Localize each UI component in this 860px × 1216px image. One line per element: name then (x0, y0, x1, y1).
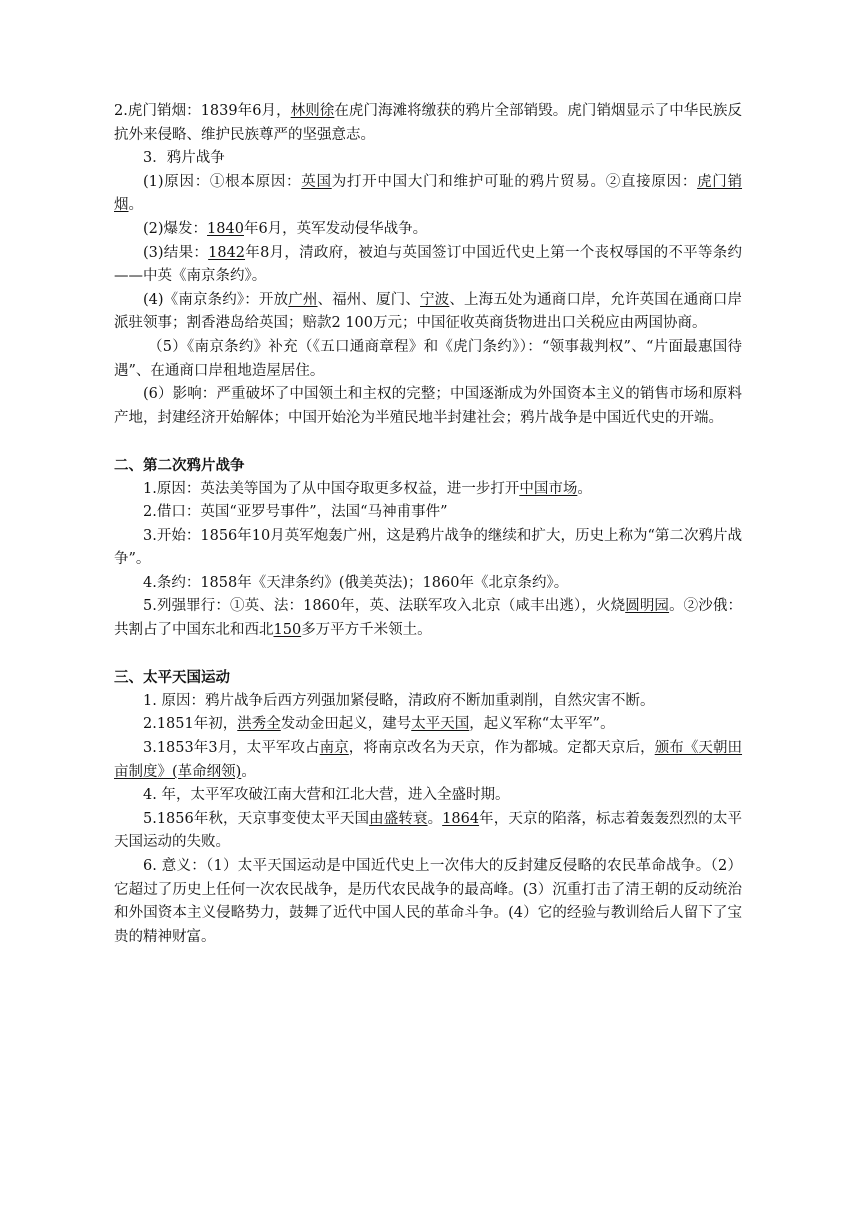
underlined-term: 1842 (208, 244, 246, 261)
spacer (114, 643, 742, 667)
paragraph-war-cause: (1)原因：①根本原因：英国为打开中国大门和维护可耻的鸦片贸易。②直接原因：虎门销烟。 (114, 173, 743, 214)
underlined-term: 虎门销烟 (114, 173, 743, 214)
paragraph-war-outbreak: (2)爆发：1840年6月，英军发动侵华战争。 (143, 220, 428, 237)
paragraph-second-war-crimes: 5.列强罪行：①英、法：1860年，英、法联军攻入北京（咸丰出逃），火烧圆明园。②沙俄：共割占了中国东北和西北150多万平方千米领土。 (114, 598, 743, 639)
underlined-term: 圆明园 (625, 598, 670, 615)
paragraph-second-war-pretext: 2.借口：英国“亚罗号事件”，法国“马神甫事件” (143, 504, 448, 521)
underlined-term: 宁波 (420, 291, 450, 308)
document-body (114, 100, 742, 949)
subheading-opium-war: 3．鸦片战争 (143, 150, 225, 167)
underlined-term: 由盛转衰 (369, 810, 428, 827)
paragraph-second-war-cause: 1.原因：英法美等国为了从中国夺取更多权益，进一步打开中国市场。 (143, 480, 592, 497)
paragraph-taiping-capital: 3.1853年3月，太平军攻占南京，将南京改名为天京，作为都城。定都天京后，颁布《天朝田亩制度》(革命纲领)。 (114, 740, 743, 780)
underlined-term: 林则徐 (290, 103, 335, 119)
paragraph-treaty-supplement: （5）《南京条约》补充（《五口通商章程》和《虎门条约》）：“领事裁判权”、“片面最惠国待遇”、在通商口岸租地造屋居住。 (114, 338, 742, 379)
underlined-term: 太平天国 (411, 716, 470, 733)
underlined-term: 150 (273, 622, 302, 639)
paragraph-taiping-uprising: 2.1851年初，洪秀全发动金田起义，建号太平天国，起义军称“太平军”。 (143, 716, 615, 733)
paragraph-taiping-decline: 5.1856年秋，天京事变使太平天国由盛转衰。1864年，天京的陷落，标志着轰轰烈烈的太平天国运动的失败。 (114, 810, 742, 851)
paragraph-taiping-cause: 1. 原因：鸦片战争后西方列强加紧侵略，清政府不断加重剥削，自然灾害不断。 (143, 692, 655, 709)
paragraph-taiping-significance: 6. 意义：（1）太平天国运动是中国近代史上一次伟大的反封建反侵略的农民革命战争。（2）它超过了历史上任何一次农民战争，是历代农民战争的最高峰。(3）沉重打击了清王朝的反动统治和外国资本主义侵略势力，鼓舞了近代中国人民的革命斗争。(4）它的经验与教训给后人留下了宝贵的精神财富。 (114, 858, 742, 945)
underlined-term: 英国 (301, 173, 332, 190)
underlined-term: 广州 (288, 291, 318, 308)
paragraph-war-impact: (6）影响：严重破坏了中国领土和主权的完整；中国逐渐成为外国资本主义的销售市场和原料产地，封建经济开始解体；中国开始沦为半殖民地半封建社会；鸦片战争是中国近代史的开端。 (114, 386, 742, 426)
paragraph-second-war-start: 3.开始：1856年10月英军炮轰广州，这是鸦片战争的继续和扩大，历史上称为“第二次鸦片战争”。 (114, 527, 742, 568)
spacer (114, 430, 742, 454)
paragraph-second-war-treaties: 4.条约：1858年《天津条约》(俄美英法)；1860年《北京条约》。 (143, 574, 569, 591)
paragraph-war-result: (3)结果：1842年8月，清政府，被迫与英国签订中国近代史上第一个丧权辱国的不平等条约——中英《南京条约》。 (114, 244, 742, 285)
paragraph-taiping-peak: 4. 年，太平军攻破江南大营和江北大营，进入全盛时期。 (143, 787, 510, 804)
underlined-term: 中国市场 (519, 480, 578, 497)
section-heading-taiping: 三、太平天国运动 (114, 669, 230, 687)
underlined-term: 南京 (319, 740, 349, 757)
underlined-term: 洪秀全 (237, 716, 281, 733)
paragraph-opium-destruction: 2.虎门销烟：1839年6月，林则徐在虎门海滩将缴获的鸦片全部销毁。虎门销烟显示了中华民族反抗外来侵略、维护民族尊严的坚强意志。 (114, 103, 742, 143)
section-heading-second-opium-war: 二、第二次鸦片战争 (114, 456, 245, 474)
underlined-term: 1840 (207, 220, 244, 237)
underlined-term: 1864 (442, 810, 480, 827)
paragraph-nanjing-treaty: (4)《南京条约》：开放广州、福州、厦门、宁波、上海五处为通商口岸，允许英国在通商口岸派驻领事；割香港岛给英国；赔款2 100万元；中国征收英商货物进出口关税应由两国协商。 (114, 291, 743, 332)
underlined-term: 颁布《天朝田亩制度》(革命纲领) (114, 740, 743, 780)
